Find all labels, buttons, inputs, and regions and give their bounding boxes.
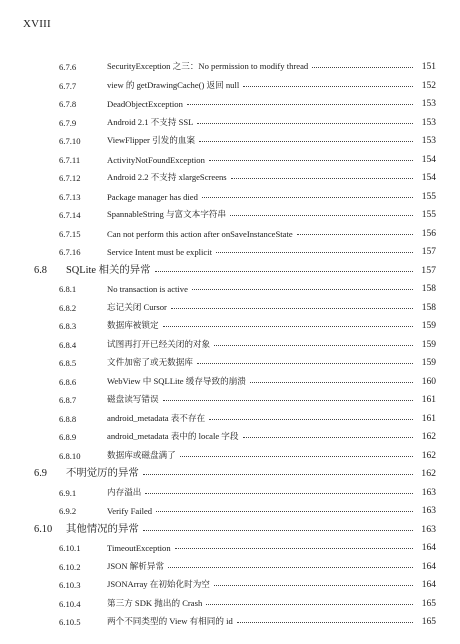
toc-dot-leader — [187, 104, 413, 105]
toc-dot-leader — [180, 456, 413, 457]
toc-page-number: 158 — [421, 284, 436, 294]
toc-entry-title: JSON 解析异常 — [107, 560, 165, 571]
toc-dot-leader — [145, 493, 413, 494]
toc-page-number: 163 — [421, 523, 436, 535]
toc-entry-number: 6.10.1 — [59, 543, 81, 553]
toc-page-number: 164 — [421, 543, 436, 553]
toc-subsection-row — [0, 557, 460, 575]
toc-entry-title: 其他情况的异常 — [66, 523, 139, 535]
toc-page-number: 151 — [421, 62, 436, 72]
toc-dot-leader — [163, 326, 413, 327]
toc-dot-leader — [243, 86, 413, 87]
toc-entry-title: WebView 中 SQLLite 缓存导致的崩溃 — [107, 375, 246, 386]
toc-entry-title: view 的 getDrawingCache() 返回 null — [107, 79, 240, 90]
toc-entry-title: 不明觉厉的异常 — [66, 468, 139, 479]
toc-page-number: 153 — [421, 99, 436, 109]
toc-entry-title: android_metadata 表中的 locale 字段 — [107, 431, 239, 441]
toc-page-number: 154 — [421, 154, 436, 165]
toc-entry-number: 6.8.10 — [59, 450, 81, 461]
toc-entry-title: 磁盘读写错误 — [107, 394, 159, 404]
toc-dot-leader — [192, 289, 413, 290]
toc-entry-title: TimeoutException — [107, 543, 171, 553]
toc-page-number: 163 — [421, 506, 436, 516]
toc-entry-title: 内存溢出 — [107, 486, 142, 497]
toc-page-number: 164 — [421, 580, 436, 590]
toc-subsection-row — [0, 501, 460, 519]
toc-subsection-row — [0, 298, 460, 316]
toc-dot-leader — [143, 530, 413, 531]
toc-entry-number: 6.7.8 — [59, 99, 77, 109]
toc-subsection-row — [0, 187, 460, 205]
toc-page-number: 157 — [421, 264, 436, 276]
toc-entry-title: 数据库被锁定 — [107, 320, 159, 330]
toc-dot-leader — [202, 197, 413, 198]
toc-subsection-row — [0, 612, 460, 630]
toc-subsection-row — [0, 483, 460, 501]
toc-entry-title: 数据库或磁盘满了 — [107, 449, 176, 460]
toc-dot-leader — [175, 548, 413, 549]
toc-entry-number: 6.7.16 — [59, 247, 81, 257]
toc-entry-title: android_metadata 表不存在 — [107, 412, 206, 423]
toc-dot-leader — [171, 308, 413, 309]
toc-dot-leader — [243, 437, 414, 438]
toc-entry-number: 6.9 — [34, 468, 47, 479]
toc-dot-leader — [216, 252, 413, 253]
toc-dot-leader — [231, 178, 413, 179]
toc-entry-number: 6.7.6 — [59, 62, 77, 72]
toc-entry-title: Android 2.1 不支持 SSL — [107, 116, 194, 127]
toc-entry-number: 6.7.9 — [59, 117, 77, 128]
toc-entry-number: 6.9.2 — [59, 506, 77, 516]
toc-page-number: 158 — [421, 302, 436, 313]
toc-page-number: 165 — [421, 598, 436, 609]
toc-page-number: 159 — [421, 358, 436, 368]
toc-entry-title: 忘记关闭 Cursor — [107, 301, 167, 312]
toc-subsection-row — [0, 94, 460, 112]
toc-page-number: 152 — [421, 80, 436, 91]
toc-entry-number: 6.8.7 — [59, 395, 77, 405]
toc-section-row — [0, 464, 460, 482]
toc-entry-number: 6.7.15 — [59, 228, 81, 239]
toc-dot-leader — [197, 363, 413, 364]
toc-entry-number: 6.8.1 — [59, 284, 77, 294]
toc-entry-number: 6.10.4 — [59, 598, 81, 609]
toc-subsection-row — [0, 316, 460, 334]
toc-entry-title: ActivityNotFoundException — [107, 154, 205, 165]
toc-page-number: 160 — [421, 376, 436, 387]
toc-page-number: 165 — [421, 617, 436, 627]
toc-entry-title: DeadObjectException — [107, 99, 183, 109]
toc-entry-title: 第三方 SDK 抛出的 Crash — [107, 597, 203, 608]
toc-entry-title: JSONArray 在初始化时为空 — [107, 579, 210, 589]
toc-page-number: 157 — [421, 247, 436, 257]
toc-entry-title: 两个不同类型的 View 有相同的 id — [107, 616, 233, 626]
toc-entry-title: Verify Failed — [107, 506, 153, 516]
toc-dot-leader — [156, 511, 413, 512]
toc-entry-number: 6.8.6 — [59, 376, 77, 387]
toc-page-number: 162 — [421, 432, 436, 442]
toc-dot-leader — [250, 382, 413, 383]
page-number-roman: XVIII — [23, 18, 51, 30]
toc-entry-number: 6.8.4 — [59, 339, 77, 350]
toc-page-number: 153 — [421, 136, 436, 146]
toc-entry-number: 6.10.3 — [59, 580, 81, 590]
toc-page-number: 161 — [421, 395, 436, 405]
toc-page-number: 155 — [421, 210, 436, 220]
toc-subsection-row — [0, 279, 460, 297]
toc-subsection-row — [0, 594, 460, 612]
toc-entry-number: 6.8.8 — [59, 413, 77, 424]
toc-entry-number: 6.10 — [34, 523, 53, 535]
toc-subsection-row — [0, 335, 460, 353]
toc-entry-number: 6.10.2 — [59, 561, 81, 572]
toc-page-number: 155 — [421, 191, 436, 202]
toc-dot-leader — [214, 585, 413, 586]
toc-page-number: 154 — [421, 173, 436, 183]
toc-page-number: 162 — [421, 468, 436, 479]
toc-entry-title: SpannableString 与富文本字符串 — [107, 209, 227, 219]
toc-dot-leader — [199, 141, 413, 142]
toc-dot-leader — [230, 215, 413, 216]
toc-subsection-row — [0, 150, 460, 168]
toc-subsection-row — [0, 76, 460, 94]
toc-subsection-row — [0, 575, 460, 593]
toc-subsection-row — [0, 205, 460, 223]
toc-entry-title: No transaction is active — [107, 284, 188, 294]
toc-subsection-row — [0, 57, 460, 75]
toc-page-number: 164 — [421, 561, 436, 572]
toc-entry-number: 6.7.7 — [59, 80, 77, 91]
toc-subsection-row — [0, 409, 460, 427]
toc-entry-number: 6.8.2 — [59, 302, 77, 313]
toc-dot-leader — [206, 604, 413, 605]
toc-entry-title: Android 2.2 不支持 xlargeScreens — [107, 172, 227, 182]
toc-entry-number: 6.8.3 — [59, 321, 77, 331]
toc-dot-leader — [209, 160, 413, 161]
toc-dot-leader — [214, 345, 413, 346]
toc-entry-number: 6.8.5 — [59, 358, 77, 368]
toc-entry-title: 文件加密了或无数据库 — [107, 357, 193, 367]
toc-page-number: 159 — [421, 339, 436, 350]
toc-entry-title: Can not perform this action after onSaveInstanceState — [107, 228, 293, 239]
toc-subsection-row — [0, 131, 460, 149]
toc-entry-number: 6.7.12 — [59, 173, 81, 183]
toc-dot-leader — [143, 474, 413, 475]
toc-entry-number: 6.8.9 — [59, 432, 77, 442]
toc-page-number: 163 — [421, 487, 436, 498]
toc-dot-leader — [168, 567, 413, 568]
toc-section-row — [0, 261, 460, 279]
toc-subsection-row — [0, 372, 460, 390]
toc-section-row — [0, 520, 460, 538]
toc-entry-title: SecurityException 之三：No permission to modify thread — [107, 61, 309, 71]
toc-entry-number: 6.8 — [34, 264, 47, 276]
toc-dot-leader — [163, 400, 413, 401]
toc-page-number: 159 — [421, 321, 436, 331]
toc-entry-title: Package manager has died — [107, 191, 198, 202]
toc-page-number: 156 — [421, 228, 436, 239]
toc-dot-leader — [209, 419, 413, 420]
toc-dot-leader — [197, 123, 413, 124]
toc-entry-number: 6.9.1 — [59, 487, 77, 498]
toc-dot-leader — [312, 67, 413, 68]
toc-entry-title: SQLite 相关的异常 — [66, 264, 151, 276]
toc-page-number: 153 — [421, 117, 436, 128]
toc-subsection-row — [0, 113, 460, 131]
toc-entry-number: 6.7.11 — [59, 154, 81, 165]
toc-entry-title: Service Intent must be explicit — [107, 247, 213, 257]
toc-entry-title: 试图再打开已经关闭的对象 — [107, 338, 211, 349]
toc-subsection-row — [0, 224, 460, 242]
toc-entry-number: 6.7.13 — [59, 191, 81, 202]
toc-page-number: 162 — [421, 450, 436, 461]
toc-dot-leader — [155, 271, 413, 272]
toc-entry-number: 6.7.10 — [59, 136, 81, 146]
toc-entry-number: 6.7.14 — [59, 210, 81, 220]
toc-subsection-row — [0, 427, 460, 445]
toc-subsection-row — [0, 242, 460, 260]
toc-subsection-row — [0, 538, 460, 556]
toc-dot-leader — [237, 622, 413, 623]
toc-page-number: 161 — [421, 413, 436, 424]
toc-subsection-row — [0, 446, 460, 464]
toc-subsection-row — [0, 390, 460, 408]
toc-entry-title: ViewFlipper 引发的血案 — [107, 135, 196, 145]
toc-dot-leader — [297, 234, 413, 235]
toc-subsection-row — [0, 168, 460, 186]
toc-entry-number: 6.10.5 — [59, 617, 81, 627]
toc-subsection-row — [0, 353, 460, 371]
